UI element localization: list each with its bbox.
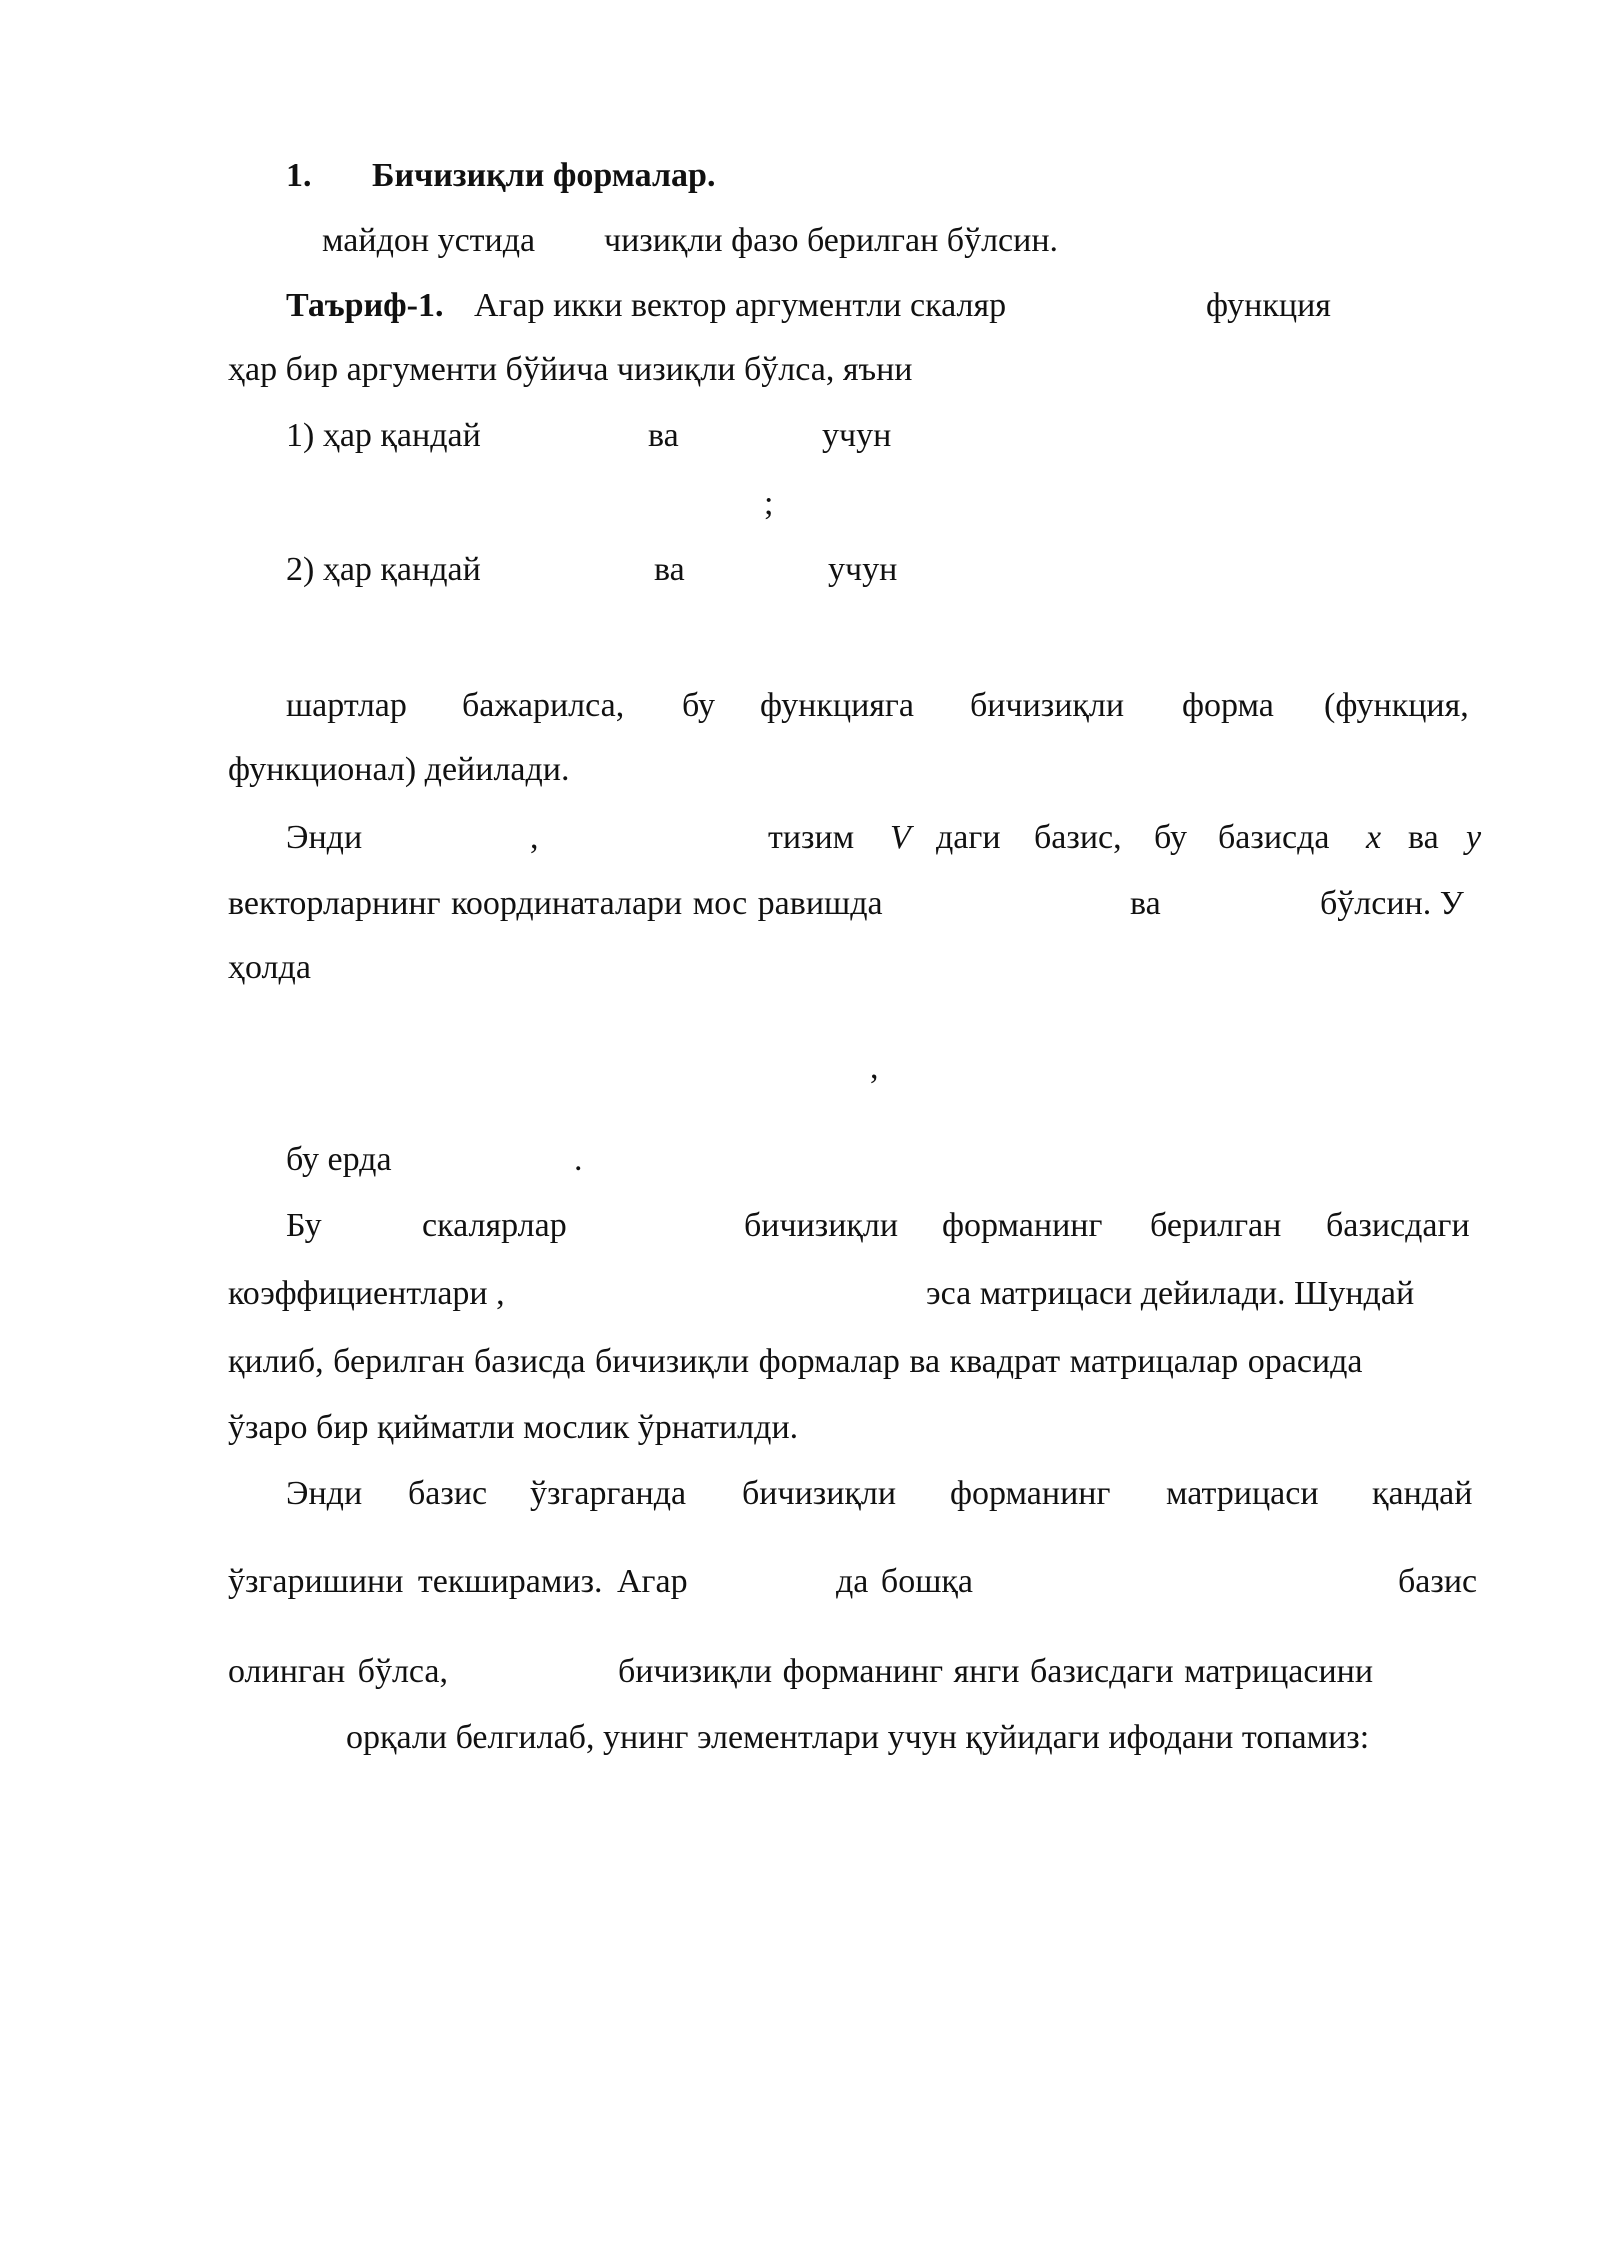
change-word: бичизиқли [742, 1475, 897, 1512]
coef-line-4: ўзаро бир қийматли мослик ўрнатилди. [228, 1409, 799, 1446]
change-word: базис [408, 1475, 488, 1512]
basis-word: базисда [1218, 819, 1330, 856]
basis-word: x [1366, 819, 1382, 856]
condition-2-uchun: учун [828, 551, 898, 588]
basis-line-2c: бўлсин. У [1320, 885, 1464, 922]
formula-comma: , [870, 1049, 879, 1086]
condition-1-uchun: учун [822, 417, 892, 454]
change-word: ўзгарганда [530, 1475, 687, 1512]
coef-line-2b: эса матрицаси дейилади. Шундай [926, 1275, 1415, 1312]
conclusion-word: функцияга [760, 687, 914, 724]
change-line-2c: базис [1398, 1563, 1478, 1600]
basis-word: даги [936, 819, 1001, 856]
conclusion-word: шартлар [286, 687, 407, 724]
basis-word: бу [1154, 819, 1188, 856]
change-line-2b: да бошқа [836, 1563, 973, 1600]
condition-1-text: 1) ҳар қандай [286, 417, 481, 454]
coef-word: берилган [1150, 1207, 1282, 1244]
coef-word: базисдаги [1326, 1207, 1470, 1244]
coef-bu: Бу [286, 1207, 322, 1244]
conclusion-word: бу [682, 687, 716, 724]
basis-word: тизим [768, 819, 855, 856]
basis-word: ва [1408, 819, 1439, 856]
bu-erda-text: бу ерда [286, 1141, 392, 1178]
basis-line-2b: ва [1130, 885, 1161, 922]
basis-word: V [890, 819, 911, 856]
change-line-3a: олинган бўлса, [228, 1653, 449, 1690]
coef-line-3: қилиб, берилган базисда бичизиқли формалар ва квадрат матрицалар орасида [228, 1343, 1363, 1380]
basis-comma: , [530, 819, 539, 856]
coef-skalyarlar: скалярлар [422, 1207, 567, 1244]
intro-text-1: майдон устида [322, 222, 536, 259]
definition-label: Таъриф-1. [286, 287, 444, 324]
conclusion-word: (функция, [1324, 687, 1469, 724]
conclusion-word: бичизиқли [970, 687, 1125, 724]
basis-word: y [1466, 819, 1482, 856]
conclusion-word: бажарилса, [462, 687, 625, 724]
change-word: қандай [1372, 1475, 1473, 1512]
change-word: Энди [286, 1475, 363, 1512]
heading-number: 1. [286, 157, 312, 194]
heading-title: Бичизиқли формалар. [372, 157, 716, 194]
basis-word: базис, [1034, 819, 1122, 856]
coef-line-2a: коэффициентлари , [228, 1275, 505, 1312]
condition-2-va: ва [654, 551, 685, 588]
condition-1-va: ва [648, 417, 679, 454]
condition-1-semicolon: ; [764, 485, 774, 522]
condition-2-text: 2) ҳар қандай [286, 551, 481, 588]
basis-endi: Энди [286, 819, 363, 856]
definition-text-1: Агар икки вектор аргументли скаляр [474, 287, 1007, 324]
change-word: форманинг [950, 1475, 1111, 1512]
definition-text-2: функция [1206, 287, 1331, 324]
basis-line-2a: векторларнинг координаталари мос равишда [228, 885, 883, 922]
change-word: матрицаси [1166, 1475, 1319, 1512]
conclusion-line-2: функционал) дейилади. [228, 751, 570, 788]
conclusion-word: форма [1182, 687, 1274, 724]
change-line-3b: бичизиқли форманинг янги базисдаги матрицасини [618, 1653, 1374, 1690]
basis-line-3: ҳолда [228, 949, 311, 986]
coef-word: бичизиқли [744, 1207, 899, 1244]
intro-text-2: чизиқли фазо берилган бўлсин. [604, 222, 1059, 259]
coef-word: форманинг [942, 1207, 1103, 1244]
change-line-4: орқали белгилаб, унинг элементлари учун қуйидаги ифодани топамиз: [346, 1719, 1370, 1756]
definition-line-2: ҳар бир аргументи бўйича чизиқли бўлса, яъни [228, 351, 913, 388]
change-line-2a: ўзгаришини текширамиз. Агар [228, 1563, 688, 1600]
bu-erda-period: . [574, 1141, 583, 1178]
